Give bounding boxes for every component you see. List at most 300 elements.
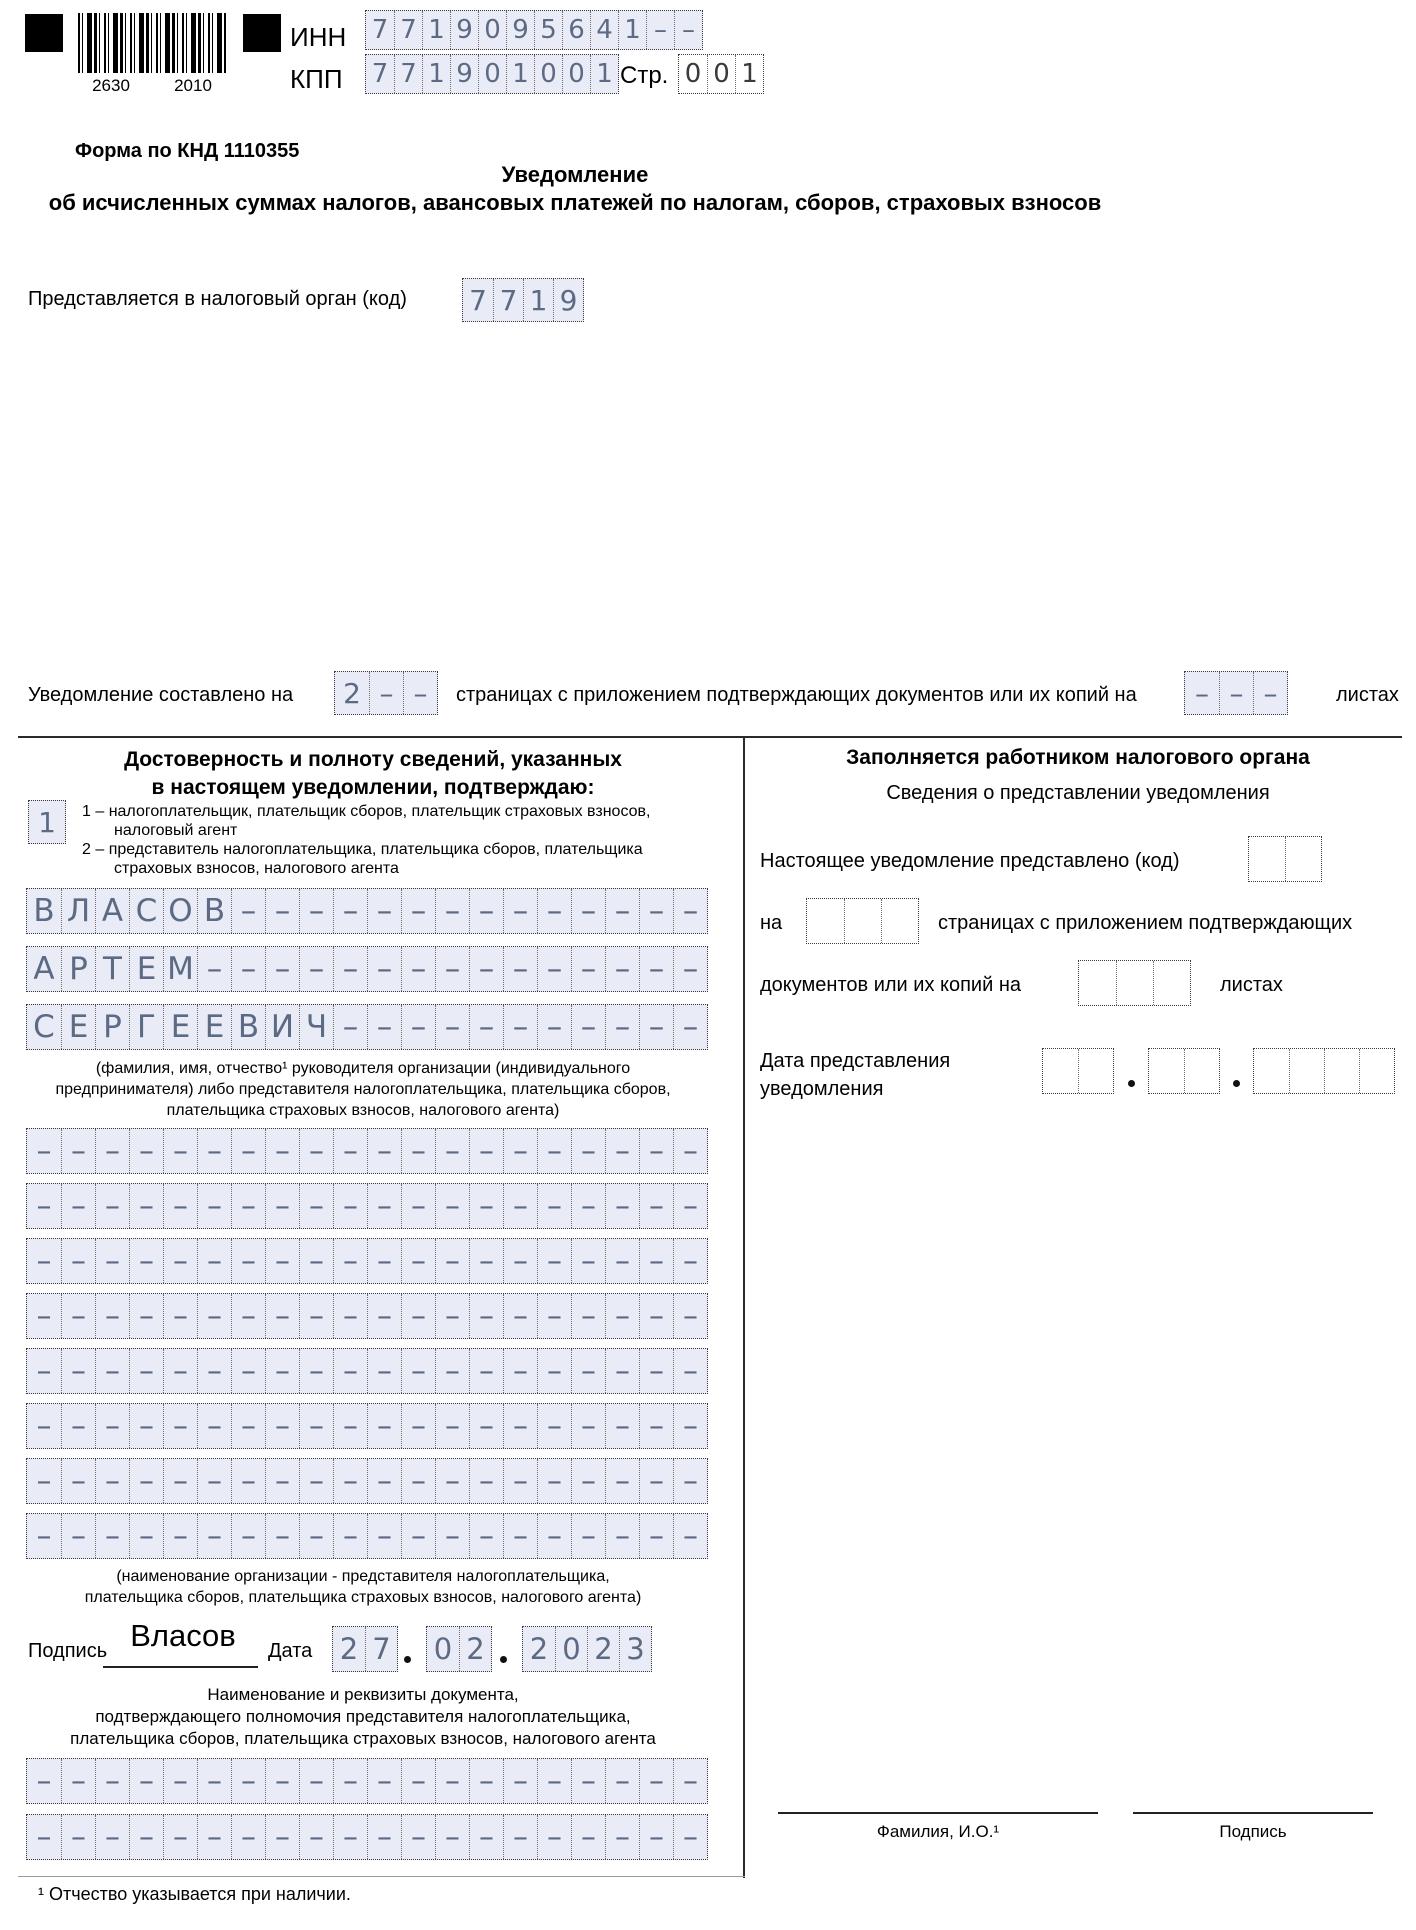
field-cell: – <box>435 1239 469 1283</box>
organization-name-row[interactable] <box>26 1458 708 1504</box>
field-cell: – <box>503 1294 537 1338</box>
field-cell: – <box>537 1239 571 1283</box>
field-cell: – <box>333 1239 367 1283</box>
field-cell: – <box>605 1349 639 1393</box>
pages-line-middle: страницах с приложением подтверждающих документов или их копий на <box>456 684 1137 706</box>
field-cell <box>1249 837 1285 881</box>
field-cell <box>807 899 844 943</box>
field-cell: – <box>129 1239 163 1283</box>
field-cell: – <box>333 889 367 933</box>
field-cell: – <box>537 1349 571 1393</box>
field-cell: – <box>163 1514 197 1558</box>
field-cell: – <box>571 947 605 991</box>
tax-authority-code-field[interactable] <box>462 278 584 322</box>
field-cell: – <box>231 1349 265 1393</box>
field-cell: – <box>367 1459 401 1503</box>
date-label: Дата <box>268 1640 313 1662</box>
field-cell: – <box>231 1514 265 1558</box>
field-cell: – <box>503 1239 537 1283</box>
field-cell: Е <box>163 1005 197 1049</box>
official-signature-label: Подпись <box>1219 1822 1287 1841</box>
field-cell: – <box>333 1759 367 1803</box>
field-cell: – <box>435 1815 469 1859</box>
field-cell <box>1359 1049 1394 1093</box>
field-cell: – <box>537 947 571 991</box>
field-cell: – <box>673 1759 707 1803</box>
field-cell: – <box>333 1184 367 1228</box>
field-cell: – <box>605 1129 639 1173</box>
field-cell: – <box>571 1349 605 1393</box>
field-cell: – <box>571 1759 605 1803</box>
field-cell: – <box>673 1184 707 1228</box>
authority-document-field[interactable] <box>26 1758 708 1870</box>
barcode-digits-left: 2630 <box>92 76 130 95</box>
field-cell: – <box>673 1815 707 1859</box>
section-divider-bottom <box>18 1876 745 1877</box>
field-cell <box>1078 1049 1113 1093</box>
official-date-day-field[interactable] <box>1042 1048 1114 1094</box>
field-cell: – <box>163 1129 197 1173</box>
field-cell: – <box>197 1349 231 1393</box>
barcode-digits-right: 2010 <box>174 76 212 95</box>
field-cell: – <box>197 1184 231 1228</box>
field-cell: – <box>129 1815 163 1859</box>
field-cell: – <box>36 1518 52 1554</box>
field-cell: – <box>435 1514 469 1558</box>
field-cell: – <box>265 1514 299 1558</box>
field-cell: – <box>95 1349 129 1393</box>
field-cell: – <box>605 1404 639 1448</box>
field-cell: – <box>367 1349 401 1393</box>
field-cell: В <box>33 893 55 929</box>
field-cell: – <box>1253 672 1287 714</box>
field-cell: – <box>401 1514 435 1558</box>
field-cell: – <box>435 1184 469 1228</box>
field-cell: – <box>333 1005 367 1049</box>
field-cell: – <box>299 1759 333 1803</box>
field-cell: – <box>503 1349 537 1393</box>
kpp-label: КПП <box>290 64 343 94</box>
field-cell: – <box>197 1239 231 1283</box>
field-cell: – <box>503 1129 537 1173</box>
field-cell: – <box>197 1294 231 1338</box>
signer-code-options <box>82 802 650 878</box>
field-cell: – <box>163 1404 197 1448</box>
field-cell: – <box>639 1129 673 1173</box>
field-cell: – <box>299 1239 333 1283</box>
official-subheading: Сведения о представлении уведомления <box>886 782 1270 804</box>
field-cell: 2 <box>459 1627 491 1671</box>
field-cell: – <box>95 1404 129 1448</box>
field-cell: – <box>605 1514 639 1558</box>
authority-document-heading: Наименование и реквизиты документа, подтверждающего полномочия представителя налогоплательщика, плательщика сборов, плательщика страховых взносов, налогового агента <box>70 1685 656 1748</box>
field-cell: – <box>571 1514 605 1558</box>
date-separator-dot <box>1128 1080 1135 1087</box>
field-cell: – <box>129 1129 163 1173</box>
field-cell: 7 <box>493 279 523 321</box>
field-cell: 7 <box>394 11 422 49</box>
field-cell: – <box>95 1129 129 1173</box>
date-year-field[interactable] <box>522 1626 652 1672</box>
field-cell: – <box>639 1005 673 1049</box>
official-date-year-field[interactable] <box>1253 1048 1395 1094</box>
field-cell: – <box>367 1815 401 1859</box>
field-cell: – <box>61 1759 95 1803</box>
field-cell <box>1116 961 1153 1005</box>
field-cell: 9 <box>506 11 534 49</box>
field-cell: – <box>231 1184 265 1228</box>
field-cell: – <box>61 1184 95 1228</box>
barcode <box>78 13 226 73</box>
organization-name-row[interactable] <box>26 1348 708 1394</box>
inn-field[interactable] <box>365 10 703 50</box>
field-cell: – <box>129 1459 163 1503</box>
official-date-month-field[interactable] <box>1148 1048 1220 1094</box>
field-cell: – <box>265 1129 299 1173</box>
field-cell: – <box>197 1759 231 1803</box>
form-title: Уведомление <box>501 162 649 187</box>
field-cell: 0 <box>684 59 702 89</box>
field-cell: – <box>231 1129 265 1173</box>
field-cell: – <box>401 947 435 991</box>
field-cell: – <box>36 1819 52 1855</box>
field-cell: – <box>367 1514 401 1558</box>
date-day-field[interactable] <box>332 1626 398 1672</box>
field-cell: – <box>537 1005 571 1049</box>
field-cell: – <box>503 1184 537 1228</box>
field-cell: 0 <box>555 1627 587 1671</box>
field-cell: М <box>163 947 197 991</box>
field-cell: – <box>265 1815 299 1859</box>
field-cell: 5 <box>534 11 562 49</box>
field-cell: – <box>435 1459 469 1503</box>
field-cell: – <box>469 889 503 933</box>
field-cell: – <box>571 1815 605 1859</box>
field-cell: – <box>333 1815 367 1859</box>
patronymic-field[interactable] <box>26 1004 708 1050</box>
field-cell: – <box>129 1294 163 1338</box>
authority-document-row[interactable] <box>26 1814 708 1860</box>
field-cell: – <box>537 1184 571 1228</box>
signer-option-1-line1: 1 – налогоплательщик, плательщик сборов, плательщик страховых взносов, <box>82 803 651 820</box>
date-month-field[interactable] <box>426 1626 492 1672</box>
field-cell: – <box>61 1514 95 1558</box>
attachment-sheets-field[interactable] <box>1184 671 1288 715</box>
field-cell: – <box>673 947 707 991</box>
field-cell: – <box>367 889 401 933</box>
footnote: ¹ Отчество указывается при наличии. <box>38 1884 351 1904</box>
field-cell: – <box>333 1129 367 1173</box>
field-cell: – <box>503 1404 537 1448</box>
organization-caption: (наименование организации - представителя налогоплательщика, плательщика сборов, плательщика страховых взносов, налогового агента) <box>84 1568 642 1606</box>
official-sheets-suffix: листах <box>1220 974 1283 996</box>
submitted-code-field[interactable] <box>1248 836 1322 882</box>
field-cell <box>1285 837 1321 881</box>
field-cell: А <box>33 951 55 987</box>
field-cell: 7 <box>365 1627 397 1671</box>
tax-authority-label: Представляется в налоговый орган (код) <box>28 288 407 310</box>
field-cell: – <box>299 1514 333 1558</box>
submitted-code-label: Настоящее уведомление представлено (код) <box>760 850 1180 872</box>
field-cell: – <box>673 1129 707 1173</box>
field-cell: – <box>571 1294 605 1338</box>
field-cell: – <box>639 1184 673 1228</box>
knd-form-code: Форма по КНД 1110355 <box>75 140 300 162</box>
field-cell: 0 <box>534 55 562 93</box>
field-cell: – <box>299 1129 333 1173</box>
organization-name-row[interactable] <box>26 1183 708 1229</box>
field-cell: 9 <box>553 279 583 321</box>
field-cell: – <box>95 1459 129 1503</box>
field-cell: – <box>673 889 707 933</box>
field-cell: 7 <box>371 59 389 89</box>
field-cell: – <box>605 1459 639 1503</box>
registration-mark-right <box>243 14 281 52</box>
field-cell: – <box>129 1184 163 1228</box>
field-cell: – <box>435 1404 469 1448</box>
field-cell: – <box>537 1404 571 1448</box>
field-cell: – <box>367 1005 401 1049</box>
page-number-field[interactable] <box>678 54 764 94</box>
field-cell: – <box>163 1459 197 1503</box>
field-cell: – <box>503 1514 537 1558</box>
organization-name-row[interactable] <box>26 1403 708 1449</box>
field-cell: – <box>367 1129 401 1173</box>
field-cell: – <box>61 1294 95 1338</box>
field-cell: – <box>401 1005 435 1049</box>
field-cell: – <box>61 1404 95 1448</box>
field-cell: – <box>95 1184 129 1228</box>
field-cell: – <box>605 947 639 991</box>
field-cell: – <box>231 1239 265 1283</box>
field-cell: 1 <box>735 55 763 93</box>
registration-mark-left <box>25 14 63 52</box>
field-cell: – <box>36 1133 52 1169</box>
field-cell: А <box>95 889 129 933</box>
field-cell: – <box>469 1239 503 1283</box>
field-cell: 2 <box>587 1627 619 1671</box>
field-cell: – <box>95 1239 129 1283</box>
field-cell: – <box>95 1294 129 1338</box>
field-cell: – <box>639 947 673 991</box>
field-cell: 7 <box>394 55 422 93</box>
field-cell: – <box>265 1184 299 1228</box>
field-cell: – <box>231 1459 265 1503</box>
field-cell: 0 <box>707 55 735 93</box>
pages-line-prefix: Уведомление составлено на <box>28 684 294 706</box>
field-cell: – <box>435 1129 469 1173</box>
field-cell: 3 <box>619 1627 651 1671</box>
field-cell: – <box>571 1005 605 1049</box>
field-cell: – <box>333 1514 367 1558</box>
organization-name-row[interactable] <box>26 1513 708 1559</box>
field-cell: Е <box>61 1005 95 1049</box>
signer-option-2-line1: 2 – представитель налогоплательщика, плательщика сборов, плательщика <box>82 841 643 858</box>
field-cell: – <box>469 1404 503 1448</box>
field-cell <box>1184 1049 1219 1093</box>
field-cell: – <box>129 1404 163 1448</box>
field-cell: – <box>1195 676 1209 710</box>
inn-label: ИНН <box>290 22 347 52</box>
field-cell: – <box>673 1294 707 1338</box>
field-cell: – <box>403 672 437 714</box>
authority-document-row[interactable] <box>26 1758 708 1804</box>
field-cell: – <box>605 889 639 933</box>
field-cell: – <box>61 1459 95 1503</box>
field-cell: – <box>673 1349 707 1393</box>
field-cell: – <box>231 889 265 933</box>
field-cell: – <box>333 1404 367 1448</box>
field-cell: – <box>639 1759 673 1803</box>
field-cell: – <box>605 1184 639 1228</box>
signature-value: Власов <box>130 1618 236 1653</box>
field-cell: 0 <box>562 55 590 93</box>
organization-name-row[interactable] <box>26 1128 708 1174</box>
form-subtitle: об исчисленных суммах налогов, авансовых платежей по налогам, сборов, страховых взносов <box>48 190 1102 215</box>
field-cell: – <box>537 889 571 933</box>
field-cell: 2 <box>339 1632 359 1666</box>
date-separator-dot <box>404 1656 411 1663</box>
field-cell: – <box>639 1514 673 1558</box>
field-cell: – <box>469 1294 503 1338</box>
official-name-signature-label: Фамилия, И.О.¹ <box>876 1822 1000 1841</box>
field-cell: – <box>197 1815 231 1859</box>
field-cell: – <box>605 1294 639 1338</box>
field-cell: – <box>639 1459 673 1503</box>
field-cell: – <box>333 947 367 991</box>
field-cell: – <box>639 1239 673 1283</box>
field-cell: И <box>265 1005 299 1049</box>
field-cell: – <box>95 1514 129 1558</box>
field-cell: С <box>129 889 163 933</box>
field-cell: Ч <box>299 1005 333 1049</box>
confirm-heading-line2: в настоящем уведомлении, подтверждаю: <box>151 776 595 799</box>
official-signature-line <box>1133 1812 1373 1814</box>
field-cell: – <box>435 1294 469 1338</box>
field-cell: – <box>673 1514 707 1558</box>
field-cell: – <box>503 947 537 991</box>
official-name-signature-line <box>778 1812 1098 1814</box>
field-cell: 0 <box>478 55 506 93</box>
field-cell: – <box>299 1349 333 1393</box>
official-date-label-line1: Дата представления <box>760 1050 951 1072</box>
field-cell: – <box>401 889 435 933</box>
section-divider-top <box>18 736 1402 738</box>
pages-line-suffix: листах <box>1336 684 1399 706</box>
kpp-field[interactable] <box>365 54 619 94</box>
field-cell: – <box>469 1005 503 1049</box>
signer-code-field[interactable] <box>28 800 66 844</box>
field-cell: – <box>571 1184 605 1228</box>
field-cell: – <box>299 889 333 933</box>
field-cell: – <box>401 1184 435 1228</box>
field-cell: – <box>571 1404 605 1448</box>
field-cell: – <box>61 1129 95 1173</box>
field-cell <box>1043 1049 1078 1093</box>
field-cell: – <box>61 1239 95 1283</box>
field-cell: – <box>36 1298 52 1334</box>
field-cell: – <box>537 1294 571 1338</box>
field-cell: 0 <box>478 11 506 49</box>
field-cell: О <box>163 889 197 933</box>
signer-option-1-line2: налоговый агент <box>114 822 238 839</box>
field-cell: – <box>673 1459 707 1503</box>
field-cell: – <box>265 947 299 991</box>
field-cell: Р <box>95 1005 129 1049</box>
organization-name-row[interactable] <box>26 1238 708 1284</box>
field-cell: – <box>605 1759 639 1803</box>
field-cell <box>1289 1049 1324 1093</box>
field-cell: Е <box>197 1005 231 1049</box>
field-cell: – <box>61 1349 95 1393</box>
field-cell: – <box>36 1463 52 1499</box>
field-cell: – <box>673 1005 707 1049</box>
field-cell: Т <box>95 947 129 991</box>
field-cell <box>844 899 881 943</box>
field-cell: – <box>163 1759 197 1803</box>
field-cell: – <box>639 889 673 933</box>
field-cell: – <box>299 1459 333 1503</box>
field-cell: – <box>367 1759 401 1803</box>
field-cell: – <box>95 1759 129 1803</box>
surname-field[interactable] <box>26 888 708 934</box>
field-cell: 9 <box>450 11 478 49</box>
field-cell: – <box>469 1759 503 1803</box>
field-cell: – <box>36 1353 52 1389</box>
field-cell: 1 <box>618 11 646 49</box>
field-cell: – <box>469 1349 503 1393</box>
field-cell <box>881 899 918 943</box>
section-divider-vertical <box>743 736 745 1878</box>
field-cell: – <box>639 1349 673 1393</box>
field-cell: – <box>1219 672 1253 714</box>
field-cell: – <box>299 1294 333 1338</box>
field-cell: – <box>299 1184 333 1228</box>
field-cell: – <box>571 889 605 933</box>
field-cell: – <box>163 1239 197 1283</box>
field-cell: – <box>163 1294 197 1338</box>
field-cell: – <box>299 947 333 991</box>
field-cell: В <box>231 1005 265 1049</box>
field-cell: Л <box>61 889 95 933</box>
official-sheets-field[interactable] <box>1078 960 1191 1006</box>
firstname-field[interactable] <box>26 946 708 992</box>
field-cell: – <box>367 947 401 991</box>
field-cell: – <box>265 1759 299 1803</box>
field-cell: – <box>231 947 265 991</box>
field-cell: – <box>95 1815 129 1859</box>
official-pages-field[interactable] <box>806 898 919 944</box>
field-cell: – <box>36 1243 52 1279</box>
field-cell <box>1254 1049 1289 1093</box>
field-cell: – <box>435 1759 469 1803</box>
organization-name-field[interactable] <box>26 1128 708 1568</box>
field-cell: – <box>333 1459 367 1503</box>
field-cell: – <box>401 1239 435 1283</box>
field-cell: – <box>197 1459 231 1503</box>
signer-option-2-line2: страховых взносов, налогового агента <box>114 860 399 877</box>
field-cell: – <box>129 1759 163 1803</box>
field-cell: – <box>163 1184 197 1228</box>
field-cell: – <box>367 1239 401 1283</box>
field-cell: 0 <box>433 1632 453 1666</box>
field-cell: Р <box>61 947 95 991</box>
field-cell: – <box>61 1815 95 1859</box>
field-cell: 2 <box>529 1632 549 1666</box>
organization-name-row[interactable] <box>26 1293 708 1339</box>
field-cell: – <box>231 1404 265 1448</box>
pages-count-field[interactable] <box>334 671 438 715</box>
